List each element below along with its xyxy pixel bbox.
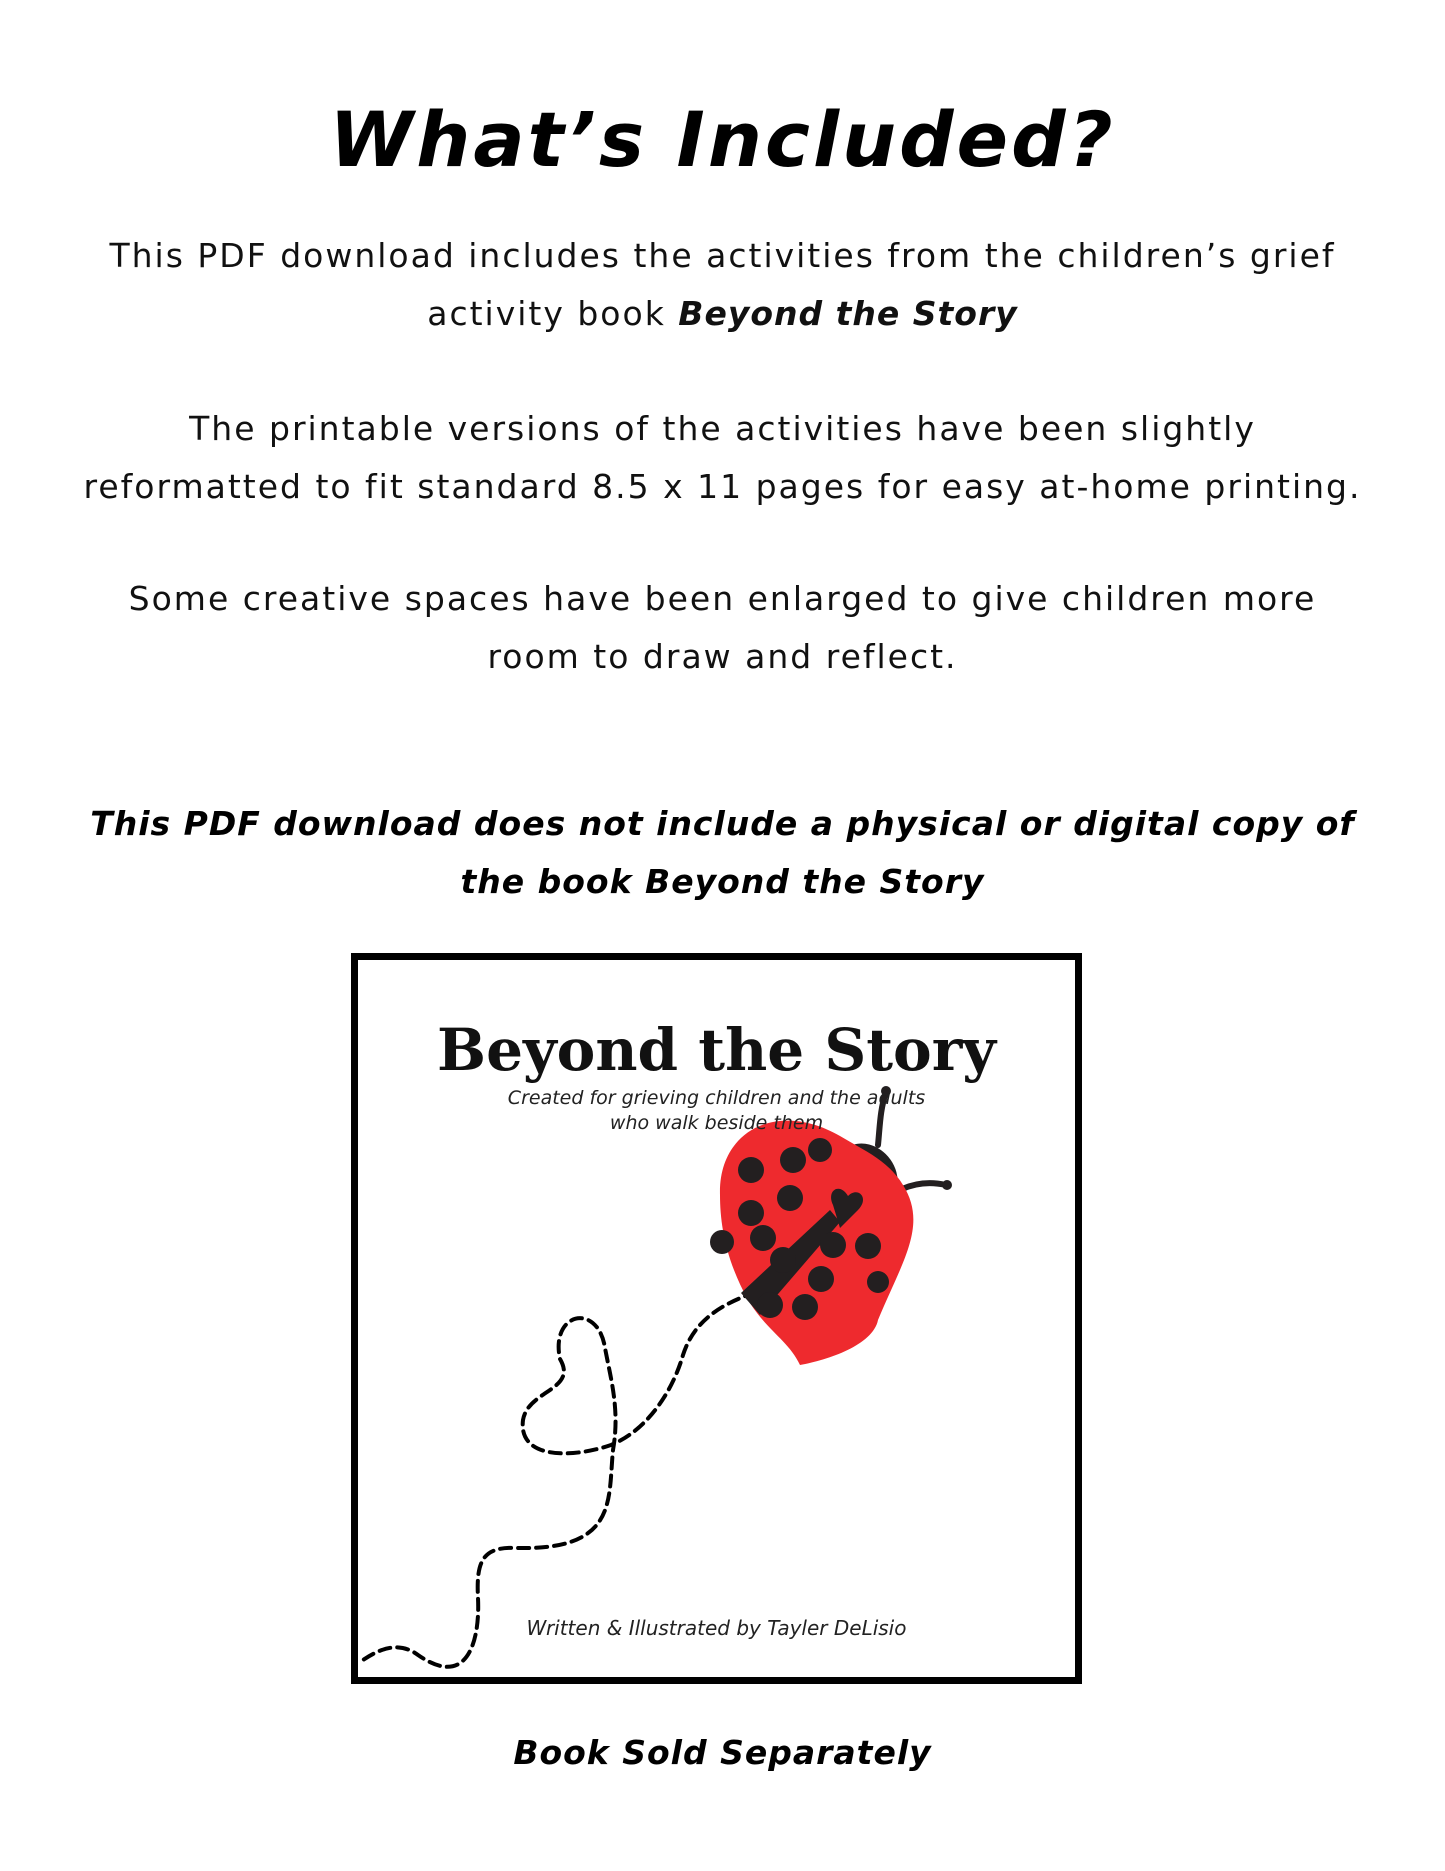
sold-separately-label: Book Sold Separately <box>513 1733 932 1772</box>
cover-subtitle-line-1: Created for grieving children and the adults <box>507 1087 926 1109</box>
cover-subtitle <box>358 1086 1075 1136</box>
format-line-1: The printable versions of the activities have been slightly <box>189 409 1256 448</box>
format-paragraph <box>40 400 1405 516</box>
cover-subtitle-line-2: who walk beside them <box>609 1112 824 1134</box>
cover-title: Beyond the Story <box>437 1016 996 1084</box>
intro-paragraph <box>40 227 1405 343</box>
format-line-2: reformatted to fit standard 8.5 x 11 pages for easy at-home printing. <box>83 467 1362 506</box>
notice-line-1: This PDF download does not include a physical or digital copy of <box>90 804 1355 843</box>
book-cover-image <box>351 953 1082 1684</box>
spaces-paragraph <box>40 570 1405 686</box>
spaces-line-2: room to draw and reflect. <box>487 637 958 676</box>
spaces-line-1: Some creative spaces have been enlarged to give children more <box>128 579 1317 618</box>
dashed-flight-path <box>363 1282 790 1667</box>
notice-text <box>40 795 1405 911</box>
notice-line-2: the book Beyond the Story <box>460 862 985 901</box>
intro-line-1: This PDF download includes the activities from the children’s grief <box>109 236 1336 275</box>
book-title-inline: Beyond the Story <box>678 294 1018 333</box>
intro-line-2: activity book <box>427 294 679 333</box>
page-title: What’s Included? <box>329 95 1116 184</box>
cover-author: Written & Illustrated by Tayler DeLisio <box>526 1616 907 1640</box>
